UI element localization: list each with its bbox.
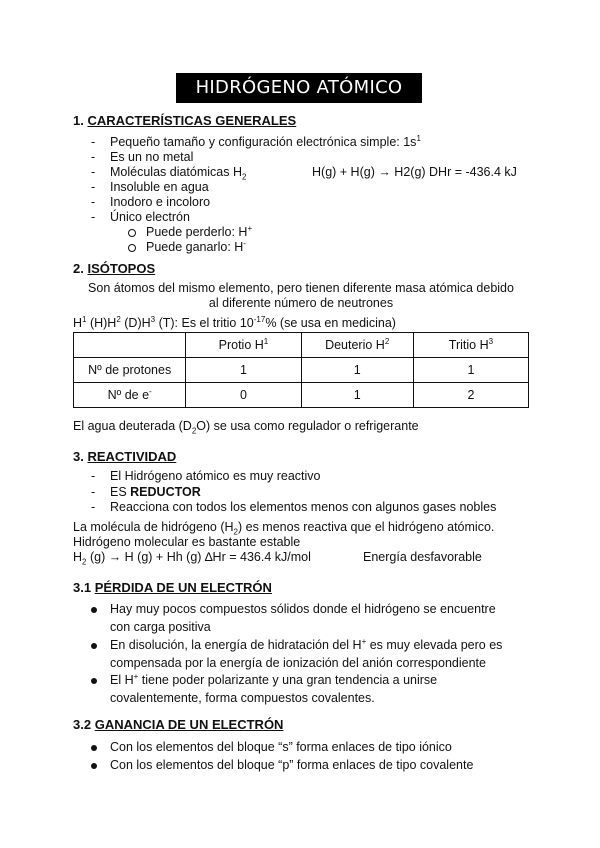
table-header-row [74,333,529,358]
dash-bullet: - [91,135,96,149]
bullet-line: En disolución, la energía de hidratación del H+ es muy elevada pero es [110,636,503,652]
list-item: Moléculas diatómicas $H_2$ [110,165,247,182]
dash-bullet: - [91,210,96,224]
section-number: 2. [73,261,84,276]
table-cell: 1 [186,358,301,383]
reaction-equation: H(g) + H(g) → H2(g) DHr = -436.4 kJ [312,165,517,179]
table-cell: 1 [301,358,413,383]
bullet-line: compensada por la energía de ionización del anión correspondiente [110,656,486,670]
sub-list-item: Puede ganarlo: H- [146,238,246,254]
paragraph-line: al diferente número de neutrones [208,296,394,310]
section-1-heading [73,113,296,128]
paragraph-line: Son átomos del mismo elemento, pero tienen diferente masa atómica debido [88,281,514,295]
list-item: Pequeño tamaño y configuración electrónica simple: $1s^1$ [110,133,421,149]
table-cell: 2 [413,383,528,408]
table-cell: 0 [186,383,301,408]
section-3-2-heading [73,717,283,732]
dash-bullet: - [91,195,96,209]
dash-bullet: - [91,485,96,499]
bullet-line: covalentemente, forma compuestos covalentes. [110,691,375,705]
bullet-icon [91,763,97,769]
table-row [74,358,529,383]
bullet-line: Con los elementos del bloque “p” forma enlaces de tipo covalente [110,758,474,772]
section-2-heading [73,261,155,276]
page-title: HIDRÓGENO ATÓMICO [176,73,422,103]
section-number: 3.1 [73,580,92,595]
table-header-cell: Deuterio $H^2$ [301,333,413,358]
bullet-line: Hay muy pocos compuestos sólidos donde el hidrógeno se encuentre [110,602,496,616]
list-item: Único electrón [110,210,190,224]
paragraph-line: Hidrógeno molecular es bastante estable [73,535,301,549]
bullet-icon [91,678,97,684]
table-header-cell: Protio $H^1$ [186,333,301,358]
circle-bullet-icon [128,244,136,252]
section-title: PÉRDIDA DE UN ELECTRÓN [94,580,272,595]
bullet-icon [91,745,97,751]
table-header-cell: Tritio $H^3$ [413,333,528,358]
dash-bullet: - [91,469,96,483]
paragraph-line: La molécula de hidrógeno $(H_2)$ es menos reactiva que el hidrógeno atómico. [73,520,495,537]
sub-list-item: Puede perderlo: H+ [146,223,253,239]
circle-bullet-icon [128,229,136,237]
section-number: 1. [73,113,84,128]
isotope-line: $H^1$ $(H)H^2$ $(D)H^3$ (T): Es el tritio $10^{-17}\%$ (se usa en medicina) [73,314,396,330]
dash-bullet: - [91,150,96,164]
bullet-line: Con los elementos del bloque “s” forma enlaces de tipo iónico [110,740,452,754]
list-item: El Hidrógeno atómico es muy reactivo [110,469,321,483]
section-title: CARACTERÍSTICAS GENERALES [87,113,297,128]
section-title: GANANCIA DE UN ELECTRÓN [94,717,284,732]
list-item: Reacciona con todos los elementos menos con algunos gases nobles [110,500,497,514]
section-title: ISÓTOPOS [87,261,156,276]
bullet-icon [91,607,97,613]
section-3-heading [73,449,176,464]
section-number: 3.2 [73,717,92,732]
table-cell: 1 [413,358,528,383]
table-row [74,383,529,408]
dash-bullet: - [91,500,96,514]
list-item: Inodoro e incoloro [110,195,211,209]
equation-line: $H_2$ (g) → H (g) + Hh (g) ∆Hr = 436.4 kJ/mol [73,550,311,567]
table-cell: 1 [301,383,413,408]
dash-bullet: - [91,165,96,179]
section-number: 3. [73,449,84,464]
table-row-label: Nº de e- [74,383,186,408]
list-item: ES REDUCTOR [110,485,201,499]
bullet-line: El H+ tiene poder polarizante y una gran tendencia a unirse [110,671,438,687]
list-item: Insoluble en agua [110,180,209,194]
heavy-water-note: El agua deuterada $(D_2O)$ se usa como regulador o refrigerante [73,419,419,436]
list-item: Es un no metal [110,150,194,164]
bullet-line: con carga positiva [110,620,211,634]
isotope-table [73,332,529,408]
table-row-label: Nº de protones [74,358,186,383]
energy-note: Energía desfavorable [363,550,482,564]
section-title: REACTIVIDAD [87,449,177,464]
section-3-1-heading [73,580,272,595]
table-cell [74,333,186,358]
dash-bullet: - [91,180,96,194]
bullet-icon [91,643,97,649]
